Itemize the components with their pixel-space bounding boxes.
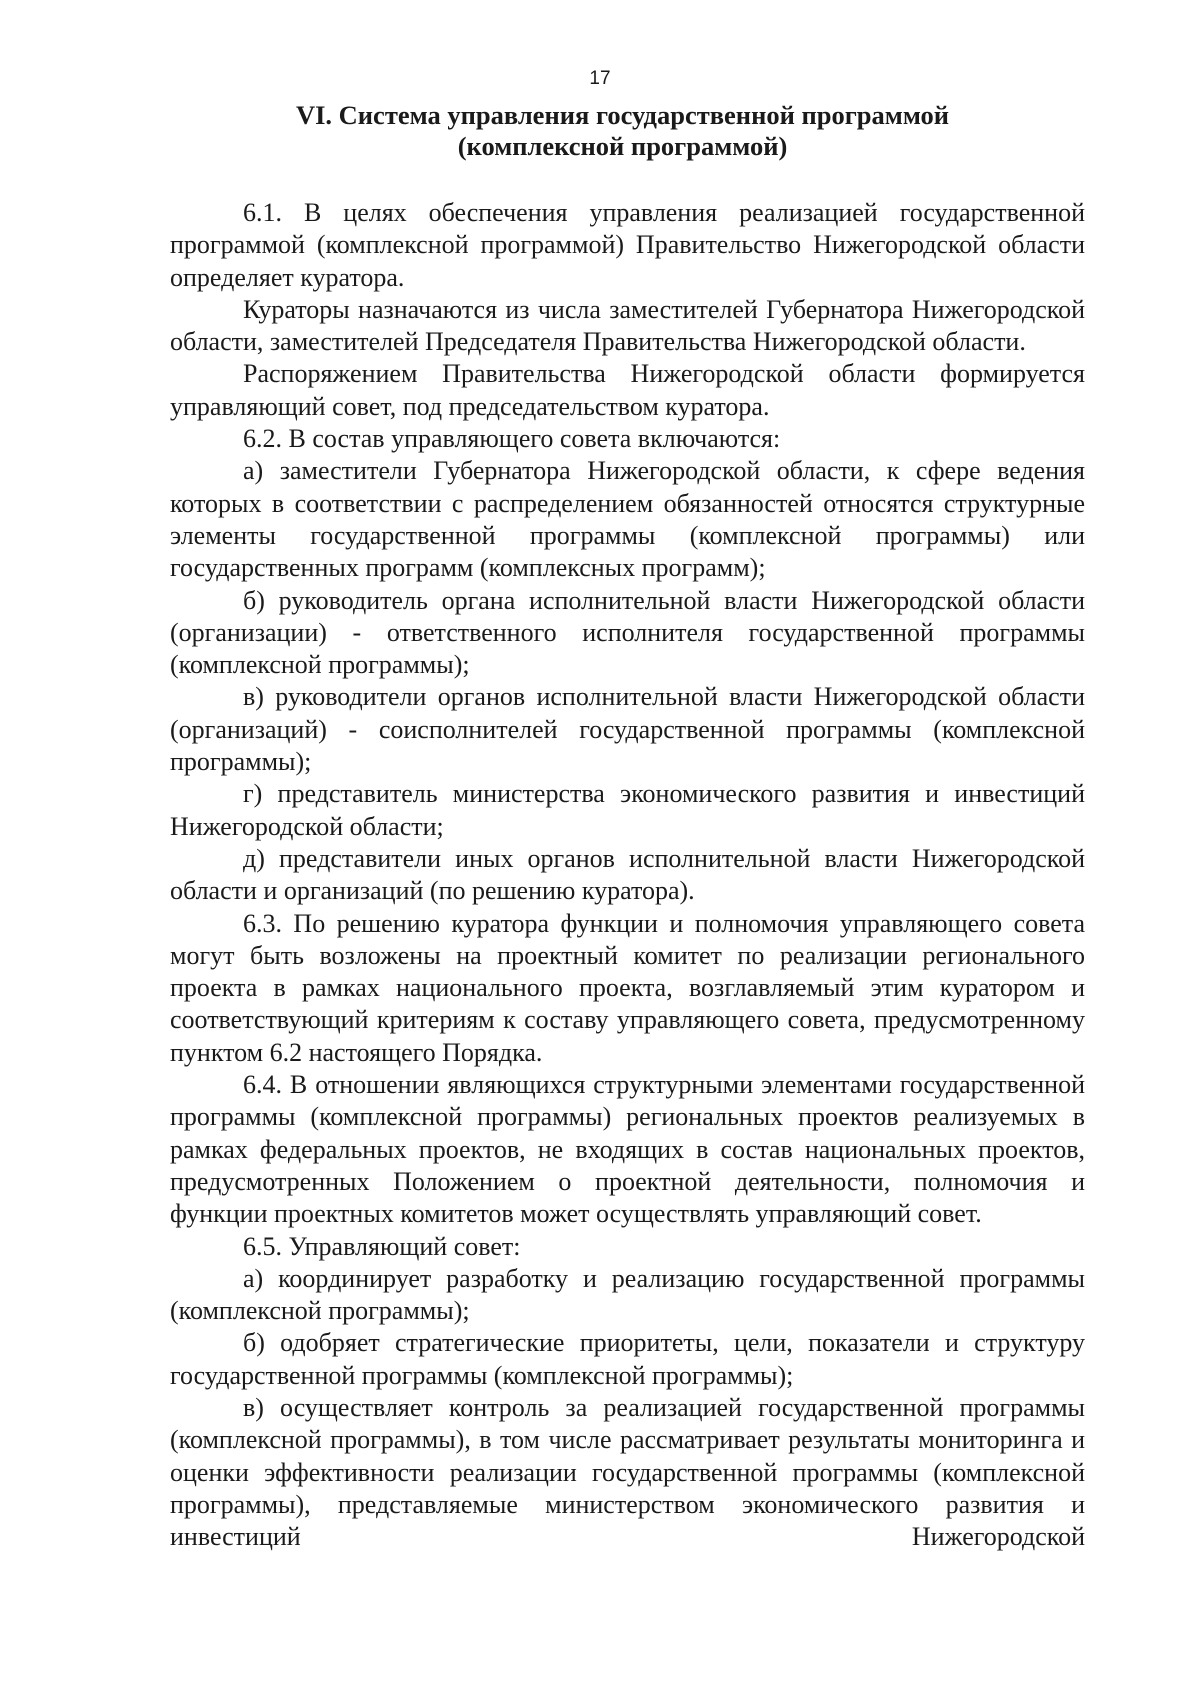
paragraph-6-3: 6.3. По решению куратора функции и полномочия управляющего совета могут быть возложены на проектный комитет по реализации регионального проекта в рамках национального проекта, возглавляемый этим куратором и соответствующий критериям к составу управляющего совета, предусмотренному пунктом 6.2 настоящего Порядка.: [170, 908, 1085, 1067]
paragraph-6-1: 6.1. В целях обеспечения управления реализацией государственной программой (комплексной программой) Правительство Нижегородской области определяет куратора.: [170, 198, 1085, 292]
paragraph-6-5-a: а) координирует разработку и реализацию государственной программы (комплексной программы);: [170, 1263, 1085, 1326]
section-heading-line-1: VI. Система управления государственной программой: [295, 100, 950, 130]
section-heading: [160, 100, 1085, 162]
paragraph-council-formation: Распоряжением Правительства Нижегородской области формируется управляющий совет, под председательством куратора.: [170, 359, 1085, 421]
paragraph-curators: Кураторы назначаются из числа заместителей Губернатора Нижегородской области, заместителей Председателя Правительства Нижегородской области.: [170, 294, 1085, 357]
paragraph-6-2-a: а) заместители Губернатора Нижегородской области, к сфере ведения которых в соответствии с распределением обязанностей относятся структурные элементы государственной программы (комплексной программы) или государственных программ (комплексных программ);: [170, 456, 1085, 583]
paragraph-6-4: 6.4. В отношении являющихся структурными элементами государственной программы (комплексной программы) региональных проектов реализуемых в рамках федеральных проектов, не входящих в состав национальных проектов, предусмотренных Положением о проектной деятельности, полномочия и функции проектных комитетов может осуществлять управляющий совет.: [170, 1070, 1085, 1229]
paragraph-6-2: 6.2. В состав управляющего совета включаются:: [243, 424, 781, 454]
paragraph-6-5-v: в) осуществляет контроль за реализацией государственной программы (комплексной программы), в том числе рассматривает результаты мониторинга и оценки эффективности реализации государственной программы (комплексной программы), представляемые министерством экономического развития и инвестиций Нижегородской: [170, 1392, 1085, 1552]
paragraph-6-2-g: г) представитель министерства экономического развития и инвестиций Нижегородской области;: [170, 779, 1085, 841]
section-heading-line-2: (комплексной программой): [457, 131, 788, 161]
body-text: [170, 197, 1085, 1553]
paragraph-6-5: 6.5. Управляющий совет:: [243, 1231, 521, 1261]
paragraph-6-5-b: б) одобряет стратегические приоритеты, цели, показатели и структуру государственной программы (комплексной программы);: [170, 1328, 1085, 1390]
paragraph-6-2-v: в) руководители органов исполнительной власти Нижегородской области (организаций) - соисполнителей государственной программы (комплексной программы);: [170, 682, 1085, 777]
page-number: 17: [589, 68, 611, 89]
paragraph-6-2-b: б) руководитель органа исполнительной власти Нижегородской области (организации) - ответственного исполнителя государственной программы (комплексной программы);: [170, 585, 1085, 680]
paragraph-6-2-d: д) представители иных органов исполнительной власти Нижегородской области и организаций (по решению куратора).: [170, 843, 1085, 906]
